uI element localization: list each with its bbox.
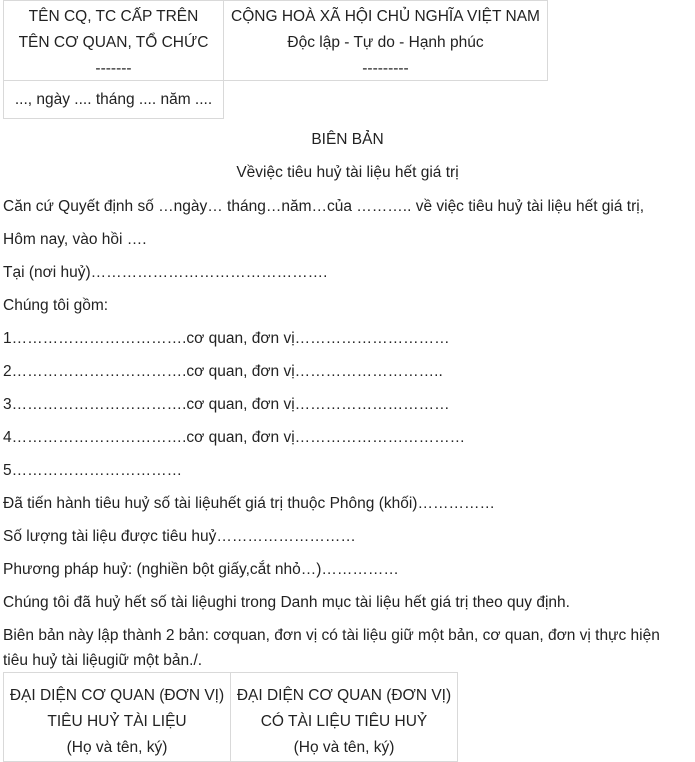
- signature-left-subtitle: TIÊU HUỶ TÀI LIỆU: [47, 713, 187, 730]
- member-line-2: 2…………………………….cơ quan, đơn vị………………………..: [3, 363, 443, 380]
- header-left-divider: -------: [95, 60, 132, 77]
- quantity-line: Số lượng tài liệu được tiêu huỷ………………………: [3, 528, 356, 545]
- national-motto: Độc lập - Tự do - Hạnh phúc: [287, 34, 484, 51]
- signature-right-cell: [230, 672, 458, 762]
- place-line: Tại (nơi huỷ)……………………………………….: [3, 264, 328, 281]
- signature-right-note: (Họ và tên, ký): [293, 739, 395, 756]
- member-line-5: 5……………………………: [3, 462, 183, 479]
- signature-left-note: (Họ và tên, ký): [66, 739, 168, 756]
- document-subtitle: Vềviệc tiêu huỷ tài liệu hết giá trị: [236, 164, 459, 181]
- national-title: CỘNG HOÀ XÃ HỘI CHỦ NGHĨA VIỆT NAM: [231, 8, 540, 25]
- parent-org-name: TÊN CQ, TC CẤP TRÊN: [28, 8, 199, 25]
- signature-left-title: ĐẠI DIỆN CƠ QUAN (ĐƠN VỊ): [9, 687, 225, 704]
- method-line: Phương pháp huỷ: (nghiền bột giấy,cắt nhỏ…)……………: [3, 561, 399, 578]
- performed-line: Đã tiến hành tiêu huỷ số tài liệuhết giá trị thuộc Phông (khối)……………: [3, 495, 495, 512]
- header-right-divider: ---------: [362, 60, 409, 77]
- date-line: ..., ngày .... tháng .... năm ....: [14, 91, 213, 108]
- member-line-3: 3…………………………….cơ quan, đơn vị…………………………: [3, 396, 450, 413]
- time-line: Hôm nay, vào hồi ….: [3, 231, 147, 248]
- signature-right-title: ĐẠI DIỆN CƠ QUAN (ĐƠN VỊ): [236, 687, 452, 704]
- header-right-cell: [223, 0, 548, 81]
- members-intro: Chúng tôi gồm:: [3, 297, 109, 314]
- copies-line-1: Biên bản này lập thành 2 bản: cơquan, đơn vị có tài liệu giữ một bản, cơ quan, đơn vị thực hiện: [3, 627, 660, 644]
- org-name: TÊN CƠ QUAN, TỔ CHỨC: [18, 34, 209, 51]
- header-left-cell: [3, 0, 224, 81]
- member-line-1: 1…………………………….cơ quan, đơn vị…………………………: [3, 330, 450, 347]
- destroyed-line: Chúng tôi đã huỷ hết số tài liệughi trong Danh mục tài liệu hết giá trị theo quy định.: [3, 594, 570, 611]
- signature-right-subtitle: CÓ TÀI LIỆU TIÊU HUỶ: [260, 713, 428, 730]
- date-cell: [3, 80, 224, 119]
- member-line-4: 4…………………………….cơ quan, đơn vị……………………………: [3, 429, 466, 446]
- document-title: BIÊN BẢN: [311, 131, 384, 148]
- signature-left-cell: [3, 672, 231, 762]
- copies-line-2: tiêu huỷ tài liệugiữ một bản./.: [3, 652, 203, 669]
- basis-line: Căn cứ Quyết định số …ngày… tháng…năm…của ……….. về việc tiêu huỷ tài liệu hết giá trị,: [3, 198, 645, 215]
